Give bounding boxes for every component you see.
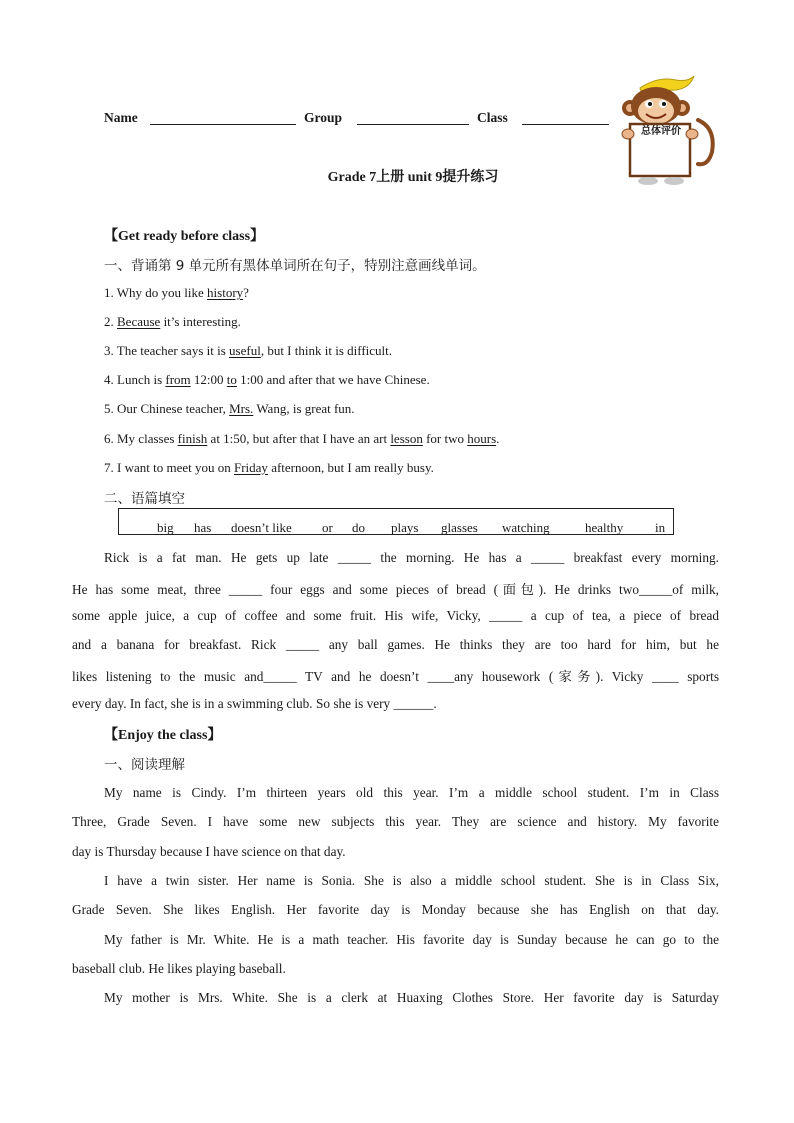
underlined-word: Mrs. <box>229 401 254 416</box>
class-blank[interactable] <box>522 124 609 125</box>
cloze-line: likes listening to the music and_____ TV and he doesn’t ____any housework (家务). Vicky ____ sports <box>72 669 719 684</box>
word-bank-item: healthy <box>585 520 624 535</box>
sentence-5-end: Wang, is great fun. <box>253 401 355 416</box>
section2-heading: 二、语篇填空 <box>104 491 185 507</box>
group-blank[interactable] <box>357 124 469 125</box>
underlined-word: Friday <box>233 460 268 475</box>
sentence-1-end: ? <box>243 285 249 300</box>
sentence-6-end: . <box>496 431 500 446</box>
word-bank-item: glasses <box>441 520 478 535</box>
cloze-line: some apple juice, a cup of coffee and some fruit. His wife, Vicky, _____ a cup of tea, a piece of bread <box>72 608 719 623</box>
underlined-word: lesson <box>390 431 423 446</box>
sentence-3-end: , but I think it is difficult. <box>260 343 393 358</box>
word-bank-item: or <box>322 520 333 535</box>
reading-line: My father is Mr. White. He is a math teacher. His favorite day is Sunday because he can go to the <box>104 932 719 947</box>
sentence-6-mid2: for two <box>422 431 468 446</box>
name-label: Name <box>104 110 138 125</box>
underlined-word: history <box>207 285 244 300</box>
sentence-7-end: afternoon, but I am really busy. <box>267 460 434 475</box>
sentence-4 <box>104 372 430 388</box>
reading-line: Grade Seven. She likes English. Her favorite day is Monday because she has English on that day. <box>72 902 719 917</box>
word-bank-box <box>118 508 674 535</box>
reading-line: My mother is Mrs. White. She is a clerk at Huaxing Clothes Store. Her favorite day is Saturday <box>104 990 719 1005</box>
word-bank-item: has <box>194 520 212 535</box>
sentence-5-text: 5. Our Chinese teacher, <box>104 401 230 416</box>
sentence-2 <box>104 314 241 330</box>
sentence-2-text: it’s interesting. <box>160 314 241 329</box>
word-bank-item: big <box>157 520 174 535</box>
sentence-4-mid: 12:00 <box>190 372 227 387</box>
reading-line: I have a twin sister. Her name is Sonia. She is also a middle school student. She is in Class Six, <box>104 873 719 888</box>
reading-line: day is Thursday because I have science on that day. <box>72 844 346 859</box>
word-bank-item: plays <box>391 520 419 535</box>
page-title: Grade 7上册 unit 9提升练习 <box>327 170 499 185</box>
cloze-line: and a banana for breakfast. Rick _____ any ball games. He thinks they are too hard for him, but he <box>72 637 719 652</box>
word-bank-item: watching <box>502 520 550 535</box>
sentence-5 <box>104 401 355 417</box>
section3-instruction: 一、阅读理解 <box>104 757 185 773</box>
reading-line: My name is Cindy. I’m thirteen years old this year. I’m a middle school student. I’m in Class <box>104 785 719 800</box>
sentence-6-text: 6. My classes <box>104 431 178 446</box>
sentence-6-mid: at 1:50, but after that I have an art <box>207 431 391 446</box>
sentence-2-number: 2. <box>104 314 117 329</box>
sentence-3 <box>104 343 392 359</box>
sentence-7 <box>104 460 434 476</box>
underlined-word: hours <box>467 431 497 446</box>
reading-line: Three, Grade Seven. I have some new subjects this year. They are science and history. My favorite <box>72 814 719 829</box>
sentence-3-text: 3. The teacher says it is <box>104 343 230 358</box>
underlined-word: Because <box>117 314 161 329</box>
underlined-word: useful <box>229 343 261 358</box>
underlined-word: from <box>165 372 191 387</box>
word-bank-item: doesn’t like <box>231 520 292 535</box>
cloze-line: Rick is a fat man. He gets up late _____ the morning. He has a _____ breakfast every morning. <box>104 550 719 565</box>
cloze-line: He has some meat, three _____ four eggs and some pieces of bread (面包). He drinks two_____of milk, <box>72 582 719 597</box>
sentence-6 <box>104 431 499 447</box>
underlined-word: finish <box>177 431 208 446</box>
sentence-1-text: 1. Why do you like <box>104 285 208 300</box>
section-heading-get-ready: 【Get ready before class】 <box>104 229 265 244</box>
class-label: Class <box>477 110 508 125</box>
word-bank-item: do <box>352 520 365 535</box>
name-blank[interactable] <box>150 124 296 125</box>
sentence-7-text: 7. I want to meet you on <box>104 460 234 475</box>
section1-instruction: 一、背诵第 9 单元所有黑体单词所在句子，特别注意画线单词。 <box>104 258 486 274</box>
sentence-4-text: 4. Lunch is <box>104 372 166 387</box>
underlined-word: to <box>226 372 237 387</box>
badge-text: 总体评价 <box>641 126 681 137</box>
reading-line: baseball club. He likes playing baseball. <box>72 961 286 976</box>
sentence-1 <box>104 285 249 301</box>
cloze-line: every day. In fact, she is in a swimming club. So she is very ______. <box>72 696 437 711</box>
word-bank-item: in <box>655 520 666 535</box>
section-heading-enjoy: 【Enjoy the class】 <box>104 728 222 743</box>
group-label: Group <box>304 110 343 125</box>
sentence-4-end: 1:00 and after that we have Chinese. <box>236 372 430 387</box>
